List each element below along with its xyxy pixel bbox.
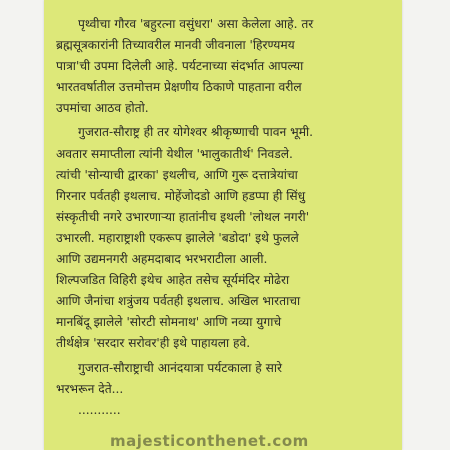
text-line: ब्रह्मसूत्रकारांनी तिच्यावरील मानवी जीवनाला 'हिरण्यमय bbox=[56, 38, 295, 53]
watermark: majesticonthenet.com bbox=[110, 432, 309, 450]
text-line: भरभरून देते... bbox=[56, 381, 124, 396]
text-line: पात्रा'ची उपमा दिलेली आहे. पर्यटनाच्या संदर्भात आपल्या bbox=[56, 59, 304, 74]
text-line: उपमांचा आठव होतो. bbox=[56, 101, 149, 116]
paragraph-2 bbox=[56, 122, 396, 354]
text-line: मानबिंदू झालेले 'सोरटी सोमनाथ' आणि नव्या युगाचे bbox=[56, 315, 282, 330]
text-line: तीर्थक्षेत्र 'सरदार सरोवर'ही इथे पाहायला हवे. bbox=[56, 336, 251, 351]
text-line: आणि उद्यमनगरी अहमदाबाद भरभराटीला आली. bbox=[56, 252, 268, 267]
text-line: अवतार समाप्तीला त्यांनी येथील 'भालुकातीर्थ' निवडले. bbox=[56, 146, 293, 161]
text-line: गुजरात-सौराष्ट्र ही तर योगेश्वर श्रीकृष्णाची पावन भूमी. bbox=[78, 125, 314, 140]
text-line: पृथ्वीचा गौरव 'बहुरत्ना वसुंधरा' असा केलेला आहे. तर bbox=[78, 17, 314, 31]
text-line: गुजरात-सौराष्ट्राची आनंदयात्रा पर्यटकाला हे सारे bbox=[78, 360, 283, 375]
text-line: संस्कृतीची नगरे उभारणाऱ्या हातांनीच इथली 'लोथल नगरी' bbox=[56, 209, 310, 224]
text-line: आणि जैनांचा शत्रुंजय पर्वतही इथलाच. अखिल भारताचा bbox=[56, 294, 301, 309]
paragraph-3 bbox=[56, 358, 396, 400]
ellipsis: ........... bbox=[78, 402, 121, 417]
paragraph-1 bbox=[56, 14, 396, 119]
blurb-text bbox=[56, 14, 396, 421]
text-line: शिल्पजडित विहिरी इथेच आहेत तसेच सूर्यमंदिर मोढेरा bbox=[56, 273, 290, 288]
text-line: भारतवर्षातील उत्तमोत्तम प्रेक्षणीय ठिकाणे पाहताना वरील bbox=[56, 80, 302, 95]
text-line: गिरनार पर्वतही इथलाच. मोहेंजोदडो आणि हडप्पा ही सिंधु bbox=[56, 188, 306, 203]
text-line: त्यांची 'सोन्याची द्वारका' इथलीच, आणि गुरू दत्तात्रेयांचा bbox=[56, 167, 298, 182]
text-line: उभारली. महाराष्ट्राशी एकरूप झालेले 'बडोदा' इथे फुलले bbox=[56, 230, 299, 245]
